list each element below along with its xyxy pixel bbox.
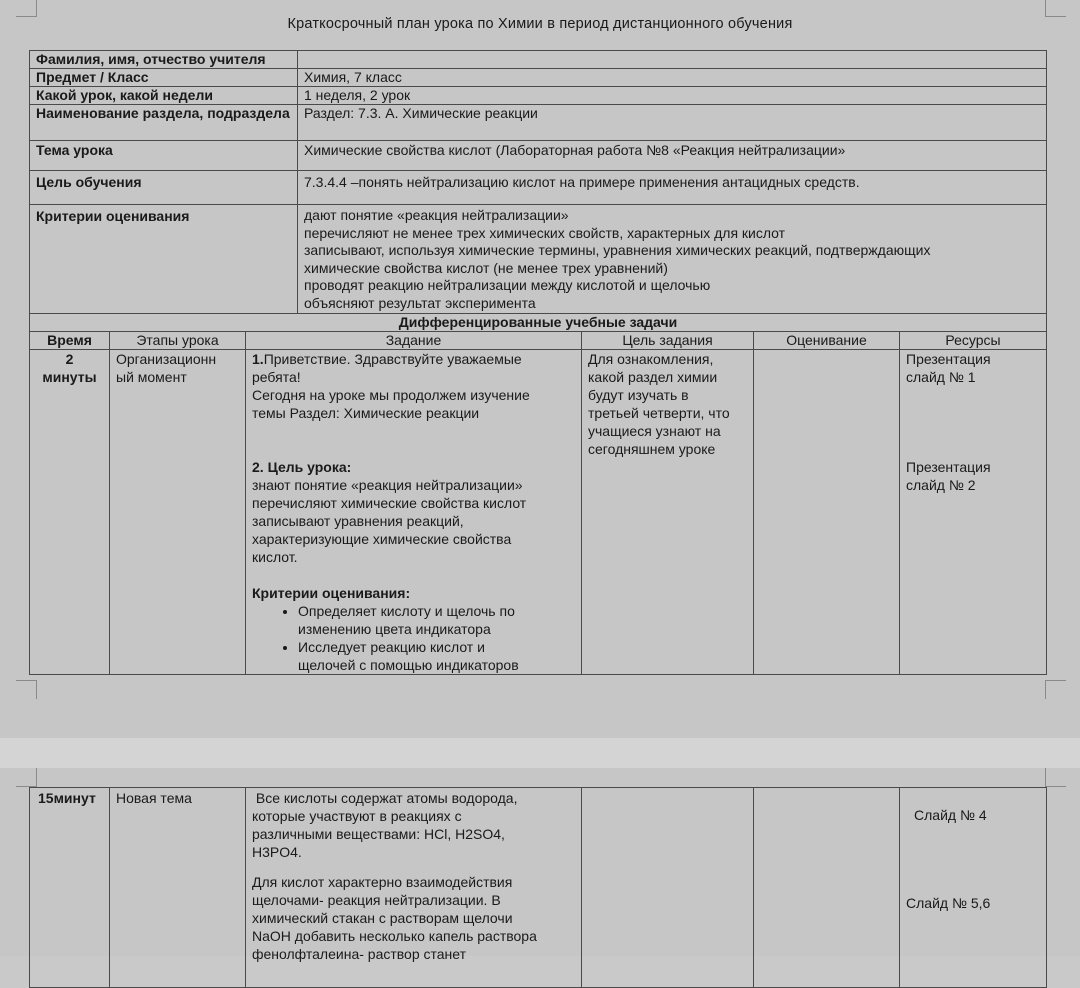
- criteria-line: химические свойства кислот (не менее трех уравнений): [304, 259, 668, 276]
- lesson-info-table: [29, 50, 1047, 332]
- task-cell: [246, 350, 582, 675]
- info-row-teacher: [30, 51, 1047, 69]
- assessment-cell: [754, 788, 900, 988]
- list-item: • Исследует реакцию кислот и щелочей с помощью индикаторов: [298, 638, 581, 674]
- time-value: 2: [65, 351, 74, 367]
- resource-line: Слайд № 5,6: [906, 895, 991, 911]
- task-line: темы Раздел: Химические реакции: [252, 405, 480, 421]
- section-header-row: [30, 313, 1047, 331]
- task-line: Все кислоты содержат атомы водорода,: [252, 790, 518, 806]
- purpose-line: будут изучать в: [588, 387, 689, 403]
- info-label: Какой урок, какой недели: [30, 87, 298, 105]
- tasks-table: [29, 331, 1047, 675]
- task-line: H3PO4.: [252, 844, 302, 860]
- criteria-line: перечисляют не менее трех химических свойств, характерных для кислот: [304, 224, 786, 241]
- info-row-objective: [30, 171, 1047, 205]
- crop-mark-bottom-left: [16, 680, 37, 699]
- crop-mark-top-left: [16, 0, 37, 17]
- info-row-subject: [30, 69, 1047, 87]
- info-value: Химические свойства кислот (Лабораторная работа №8 «Реакция нейтрализации»: [298, 141, 1047, 171]
- document-title: Краткосрочный план урока по Химии в период дистанционного обучения: [287, 16, 793, 32]
- task-line: фенолфталеина- раствор станет: [252, 946, 467, 962]
- task-line: различными веществами: HCl, H2SO4,: [252, 826, 505, 842]
- crop-mark-top-right: [1045, 0, 1066, 17]
- purpose-cell: [582, 788, 754, 988]
- time-unit: минуты: [42, 369, 97, 385]
- info-value: [298, 205, 1047, 314]
- purpose-line: Для ознакомления,: [588, 351, 714, 367]
- info-row-lesson-week: [30, 87, 1047, 105]
- criteria-heading: Критерии оценивания:: [252, 585, 411, 601]
- info-value: [298, 51, 1047, 69]
- crop-mark-page2-right: [1045, 768, 1066, 787]
- resource-line: слайд № 2: [906, 477, 976, 493]
- goal-line: знают понятие «реакция нейтрализации»: [252, 477, 523, 493]
- col-header-task: Задание: [246, 332, 582, 350]
- resources-cell: [900, 350, 1047, 675]
- goal-line: перечисляют химические свойства кислот: [252, 495, 527, 511]
- page-gap: [0, 738, 1080, 768]
- info-label: Критерии оценивания: [30, 205, 298, 314]
- col-header-time: Время: [30, 332, 110, 350]
- info-value: 1 неделя, 2 урок: [298, 87, 1047, 105]
- col-header-stage: Этапы урока: [110, 332, 246, 350]
- info-value: Химия, 7 класс: [298, 69, 1047, 87]
- stage-line: ый момент: [116, 369, 187, 385]
- list-item: • Определяет кислоту и щелочь по изменению цвета индикатора: [298, 602, 581, 638]
- resource-line: Презентация: [906, 351, 991, 367]
- criteria-line: проводят реакцию нейтрализации между кислотой и щелочью: [304, 277, 711, 294]
- greeting-number: 1.: [252, 351, 264, 367]
- col-header-assessment: Оценивание: [754, 332, 900, 350]
- crop-mark-bottom-right: [1045, 680, 1066, 699]
- table-row: [30, 788, 1047, 988]
- goal-line: записывают уравнения реакций,: [252, 513, 464, 529]
- tasks-table-continued: [29, 787, 1047, 988]
- section-header: Дифференцированные учебные задачи: [30, 313, 1047, 331]
- resource-line: слайд № 1: [906, 369, 976, 385]
- purpose-line: сегодняшнем уроке: [588, 441, 716, 457]
- criteria-line: дают понятие «реакция нейтрализации»: [304, 207, 569, 223]
- task-line: химический стакан с растворам щелочи: [252, 910, 513, 926]
- goal-line: кислот.: [252, 549, 298, 565]
- task-cell: [246, 788, 582, 988]
- criteria-line: записывают, используя химические термины, уравнения химических реакций, подтверждающих: [304, 242, 931, 259]
- criteria-line: объясняют результат эксперимента: [304, 294, 536, 311]
- purpose-line: учащиеся узнают на: [588, 423, 721, 439]
- info-label: Предмет / Класс: [30, 69, 298, 87]
- purpose-line: какой раздел химии: [588, 369, 718, 385]
- info-row-section: [30, 105, 1047, 141]
- criteria-list: [252, 602, 581, 674]
- task-line: ребята!: [252, 369, 301, 385]
- tasks-header-row: [30, 332, 1047, 350]
- table-row: [30, 350, 1047, 675]
- col-header-purpose: Цель задания: [582, 332, 754, 350]
- stage-line: Организационн: [116, 351, 217, 367]
- stage-cell: [110, 350, 246, 675]
- crop-mark-page2-left: [16, 768, 37, 787]
- info-label: Фамилия, имя, отчество учителя: [30, 51, 298, 69]
- task-line: Для кислот характерно взаимодействия: [252, 874, 513, 890]
- goal-line: характеризующие химические свойства: [252, 531, 512, 547]
- info-label: Тема урока: [30, 141, 298, 171]
- resource-line: Слайд № 4: [914, 807, 987, 823]
- purpose-line: третьей четверти, что: [588, 405, 730, 421]
- task-line: которые участвуют в реакциях с: [252, 808, 462, 824]
- resource-line: Презентация: [906, 459, 991, 475]
- greeting-text: Приветствие. Здравствуйте уважаемые: [263, 351, 522, 367]
- purpose-cell: [582, 350, 754, 675]
- greeting-line: [252, 350, 581, 368]
- task-line: щелочами- реакция нейтрализации. В: [252, 892, 501, 908]
- info-value: 7.3.4.4 –понять нейтрализацию кислот на примере применения антацидных средств.: [298, 171, 1047, 205]
- task-line: Сегодня на уроке мы продолжем изучение: [252, 387, 530, 403]
- info-label: Наименование раздела, подраздела: [30, 105, 298, 141]
- time-cell: [30, 350, 110, 675]
- assessment-cell: [754, 350, 900, 675]
- task-line: NaOH добавить несколько капель раствора: [252, 928, 537, 944]
- goal-heading: 2. Цель урока:: [252, 459, 352, 475]
- time-cell: 15минут: [30, 788, 110, 988]
- info-row-criteria: [30, 205, 1047, 314]
- stage-cell: Новая тема: [110, 788, 246, 988]
- info-label: Цель обучения: [30, 171, 298, 205]
- resources-cell: [900, 788, 1047, 988]
- info-row-topic: [30, 141, 1047, 171]
- col-header-resources: Ресурсы: [900, 332, 1047, 350]
- info-value: Раздел: 7.3. А. Химические реакции: [298, 105, 1047, 141]
